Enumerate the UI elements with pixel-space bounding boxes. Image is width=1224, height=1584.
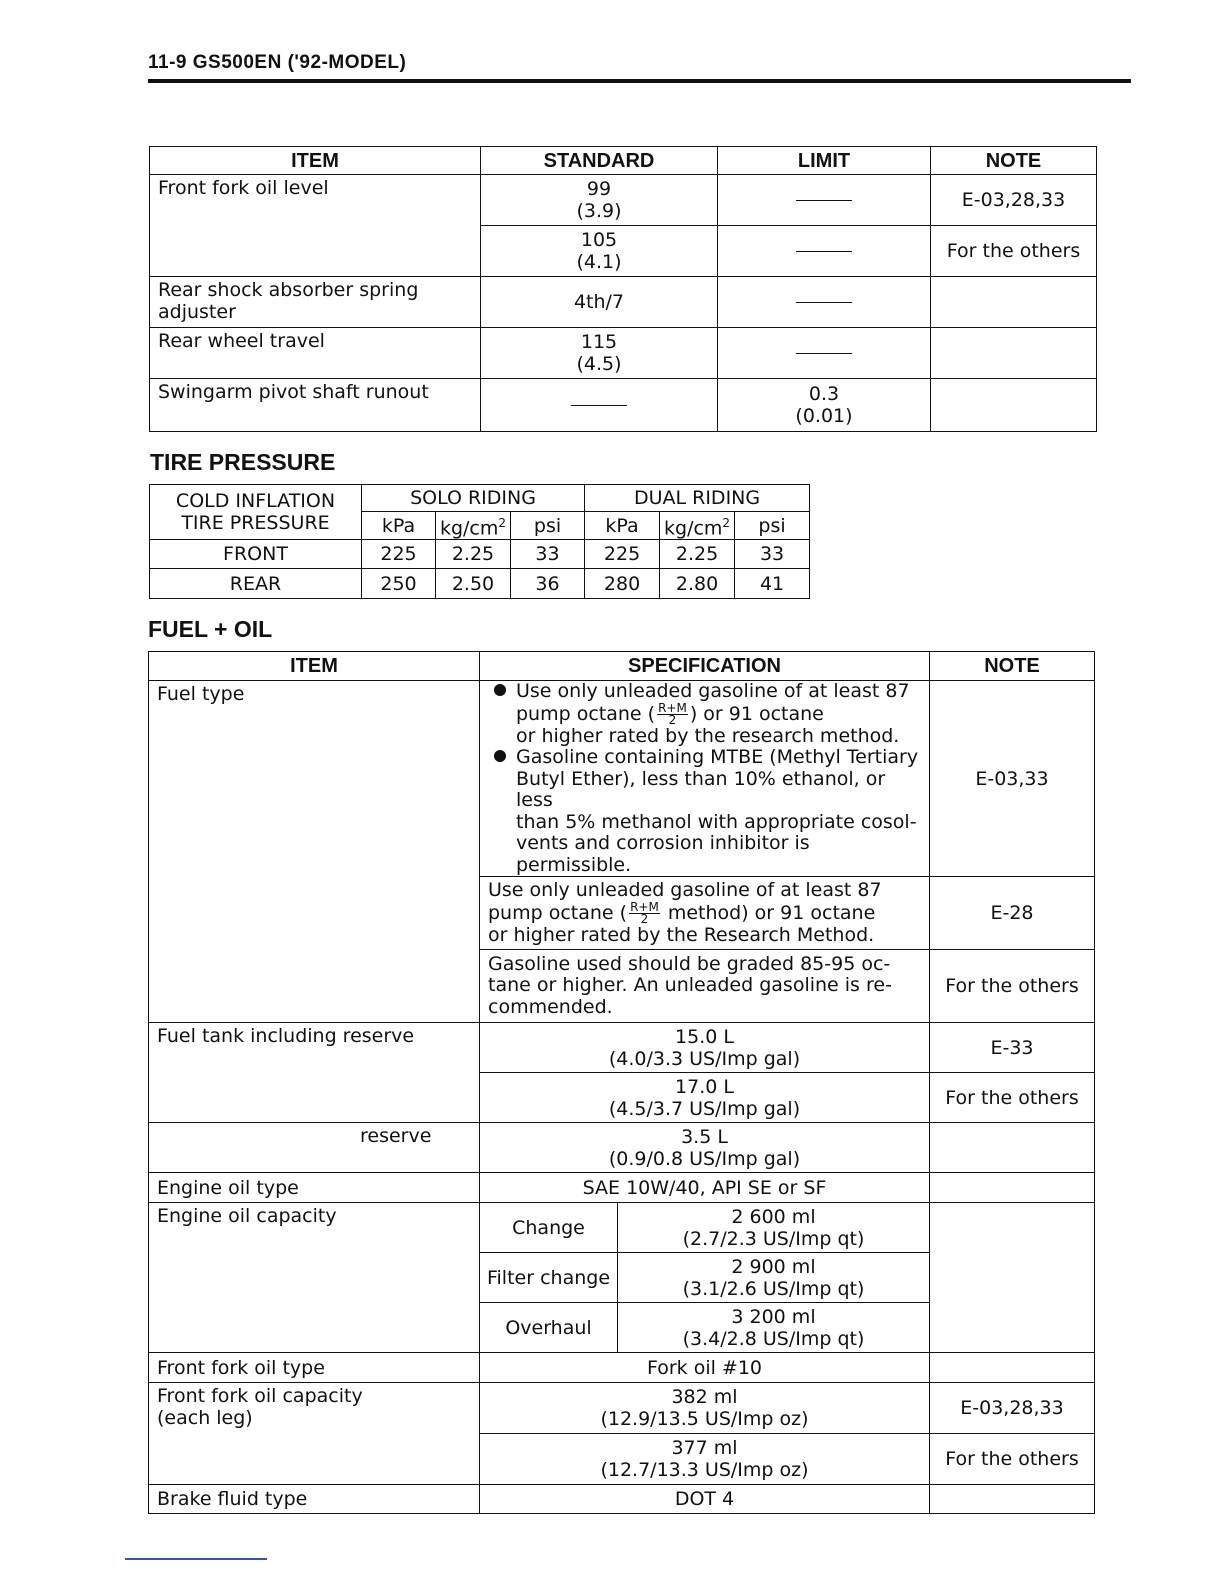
table-row: Rear wheel travel 115 (4.5) (150, 328, 1097, 379)
footer-link-line (125, 1558, 267, 1560)
dash (796, 200, 852, 201)
dash (571, 405, 627, 406)
table-row: 105 (4.1) For the others (150, 226, 1097, 277)
col-standard: STANDARD (481, 147, 718, 175)
col-note: NOTE (931, 147, 1097, 175)
col-limit: LIMIT (718, 147, 931, 175)
header-rule (148, 79, 1131, 83)
dash (796, 302, 852, 303)
page-header: 11-9 GS500EN ('92-MODEL) (148, 52, 407, 73)
suspension-table (149, 146, 1097, 432)
col-item: ITEM (150, 147, 481, 175)
table-row: Fuel tank including reserve 15.0 L (4.0/3.3 US/Imp gal) E-33 (149, 1023, 1095, 1073)
table-row: Swingarm pivot shaft runout 0.3 (0.01) (150, 379, 1097, 432)
table-row: Rear shock absorber spring adjuster 4th/7 (150, 277, 1097, 328)
table-row: Overhaul 3 200 ml (3.4/2.8 US/Imp qt) (149, 1303, 1095, 1353)
table-row: FRONT 225 2.25 33 225 2.25 33 (150, 540, 810, 569)
item-cell: Front fork oil level (150, 175, 481, 277)
bullet-icon (494, 750, 506, 762)
table-row: Filter change 2 900 ml (3.1/2.6 US/Imp qt) (149, 1253, 1095, 1303)
table-row: Gasoline used should be graded 85-95 oc- tane or higher. An unleaded gasoline is re- commended. For the others (149, 950, 1095, 1023)
table-row: REAR 250 2.50 36 280 2.80 41 (150, 569, 810, 599)
table-row: Front fork oil capacity (each leg) 382 ml (12.9/13.5 US/Imp oz) E-03,28,33 (149, 1383, 1095, 1434)
tire-pressure-title: TIRE PRESSURE (150, 449, 336, 475)
dash (796, 251, 852, 252)
table-row: reserve 3.5 L (0.9/0.8 US/Imp gal) (149, 1123, 1095, 1173)
table-row: Brake fluid type DOT 4 (149, 1485, 1095, 1514)
table-row: 377 ml (12.7/13.3 US/Imp oz) For the others (149, 1434, 1095, 1485)
fuel-oil-table: ITEM SPECIFICATION NOTE Fuel type Use only unleaded gasoline of at least 87 pump octane ( $\frac{R+M}{2}$ ) or 91 octane or higher rated by the research method. Gasoline containing MTBE (Methyl Tertiary Butyl Ether), less than 10% ethanol, or less than 5% methanol with appropriate cosol- vents and corrosion inhibitor is permissible. E-03,33 Use only unleaded gasoline of at least 87 pump octane ( $\frac{R+M}{2}$ method) or 91 octane or higher rated by the Research Method. E-28 Gasoline used should be graded 85-95 oc- tane or higher. An unleaded gasoline is re- commended. For the others Fuel tank including reserve 15.0 L (4.0/3.3 US/Imp gal) E-33 17.0 L (4.5/3.7 US/Imp gal) For the others reserve 3.5 L (0.9/0.8 US/Imp gal) Engine oil type SAE 10W/40, API SE or SF Engine oil capacity Change 2 600 ml (2.7/2.3 US/Imp qt) Filter change 2 900 ml (3.1/2.6 US/Imp qt) Overhaul 3 200 ml (3.4/2.8 US/Imp qt) Front fork oil type Fork oil #10 Front fork oil capacity (each leg) 382 ml (12.9/13.5 US/Imp oz) E-03,28,33 377 ml (12.7/13.3 US/Imp oz) For the others Brake fluid type DOT 4 (148, 651, 1095, 1514)
table-row: Fuel type Use only unleaded gasoline of at least 87 pump octane ( $\frac{R+M}{2}$ ) or 91 octane or higher rated by the research method. Gasoline containing MTBE (Methyl Tertiary Butyl Ether), less than 10% ethanol, or less than 5% methanol with appropriate cosol- vents and corrosion inhibitor is permissible. E-03,33 (149, 681, 1095, 877)
dash (796, 353, 852, 354)
table-row: Front fork oil type Fork oil #10 (149, 1353, 1095, 1383)
tire-pressure-table: COLD INFLATION TIRE PRESSURE SOLO RIDING DUAL RIDING kPa $kg/cm^2$ psi kPa $kg/cm^2$ psi FRONT 225 2.25 33 225 2.25 33 REAR 250 2.50 36 280 2.80 41 (149, 484, 810, 599)
table-row: Use only unleaded gasoline of at least 87 pump octane ( $\frac{R+M}{2}$ method) or 91 octane or higher rated by the Research Method. E-28 (149, 877, 1095, 950)
table-row: Front fork oil level 99 (3.9) E-03,28,33 (150, 175, 1097, 226)
table-row: Engine oil capacity Change 2 600 ml (2.7/2.3 US/Imp qt) (149, 1203, 1095, 1253)
table-row: Engine oil type SAE 10W/40, API SE or SF (149, 1173, 1095, 1203)
table-row: 17.0 L (4.5/3.7 US/Imp gal) For the others (149, 1073, 1095, 1123)
fuel-oil-title: FUEL + OIL (148, 616, 273, 642)
bullet-icon (494, 684, 506, 696)
